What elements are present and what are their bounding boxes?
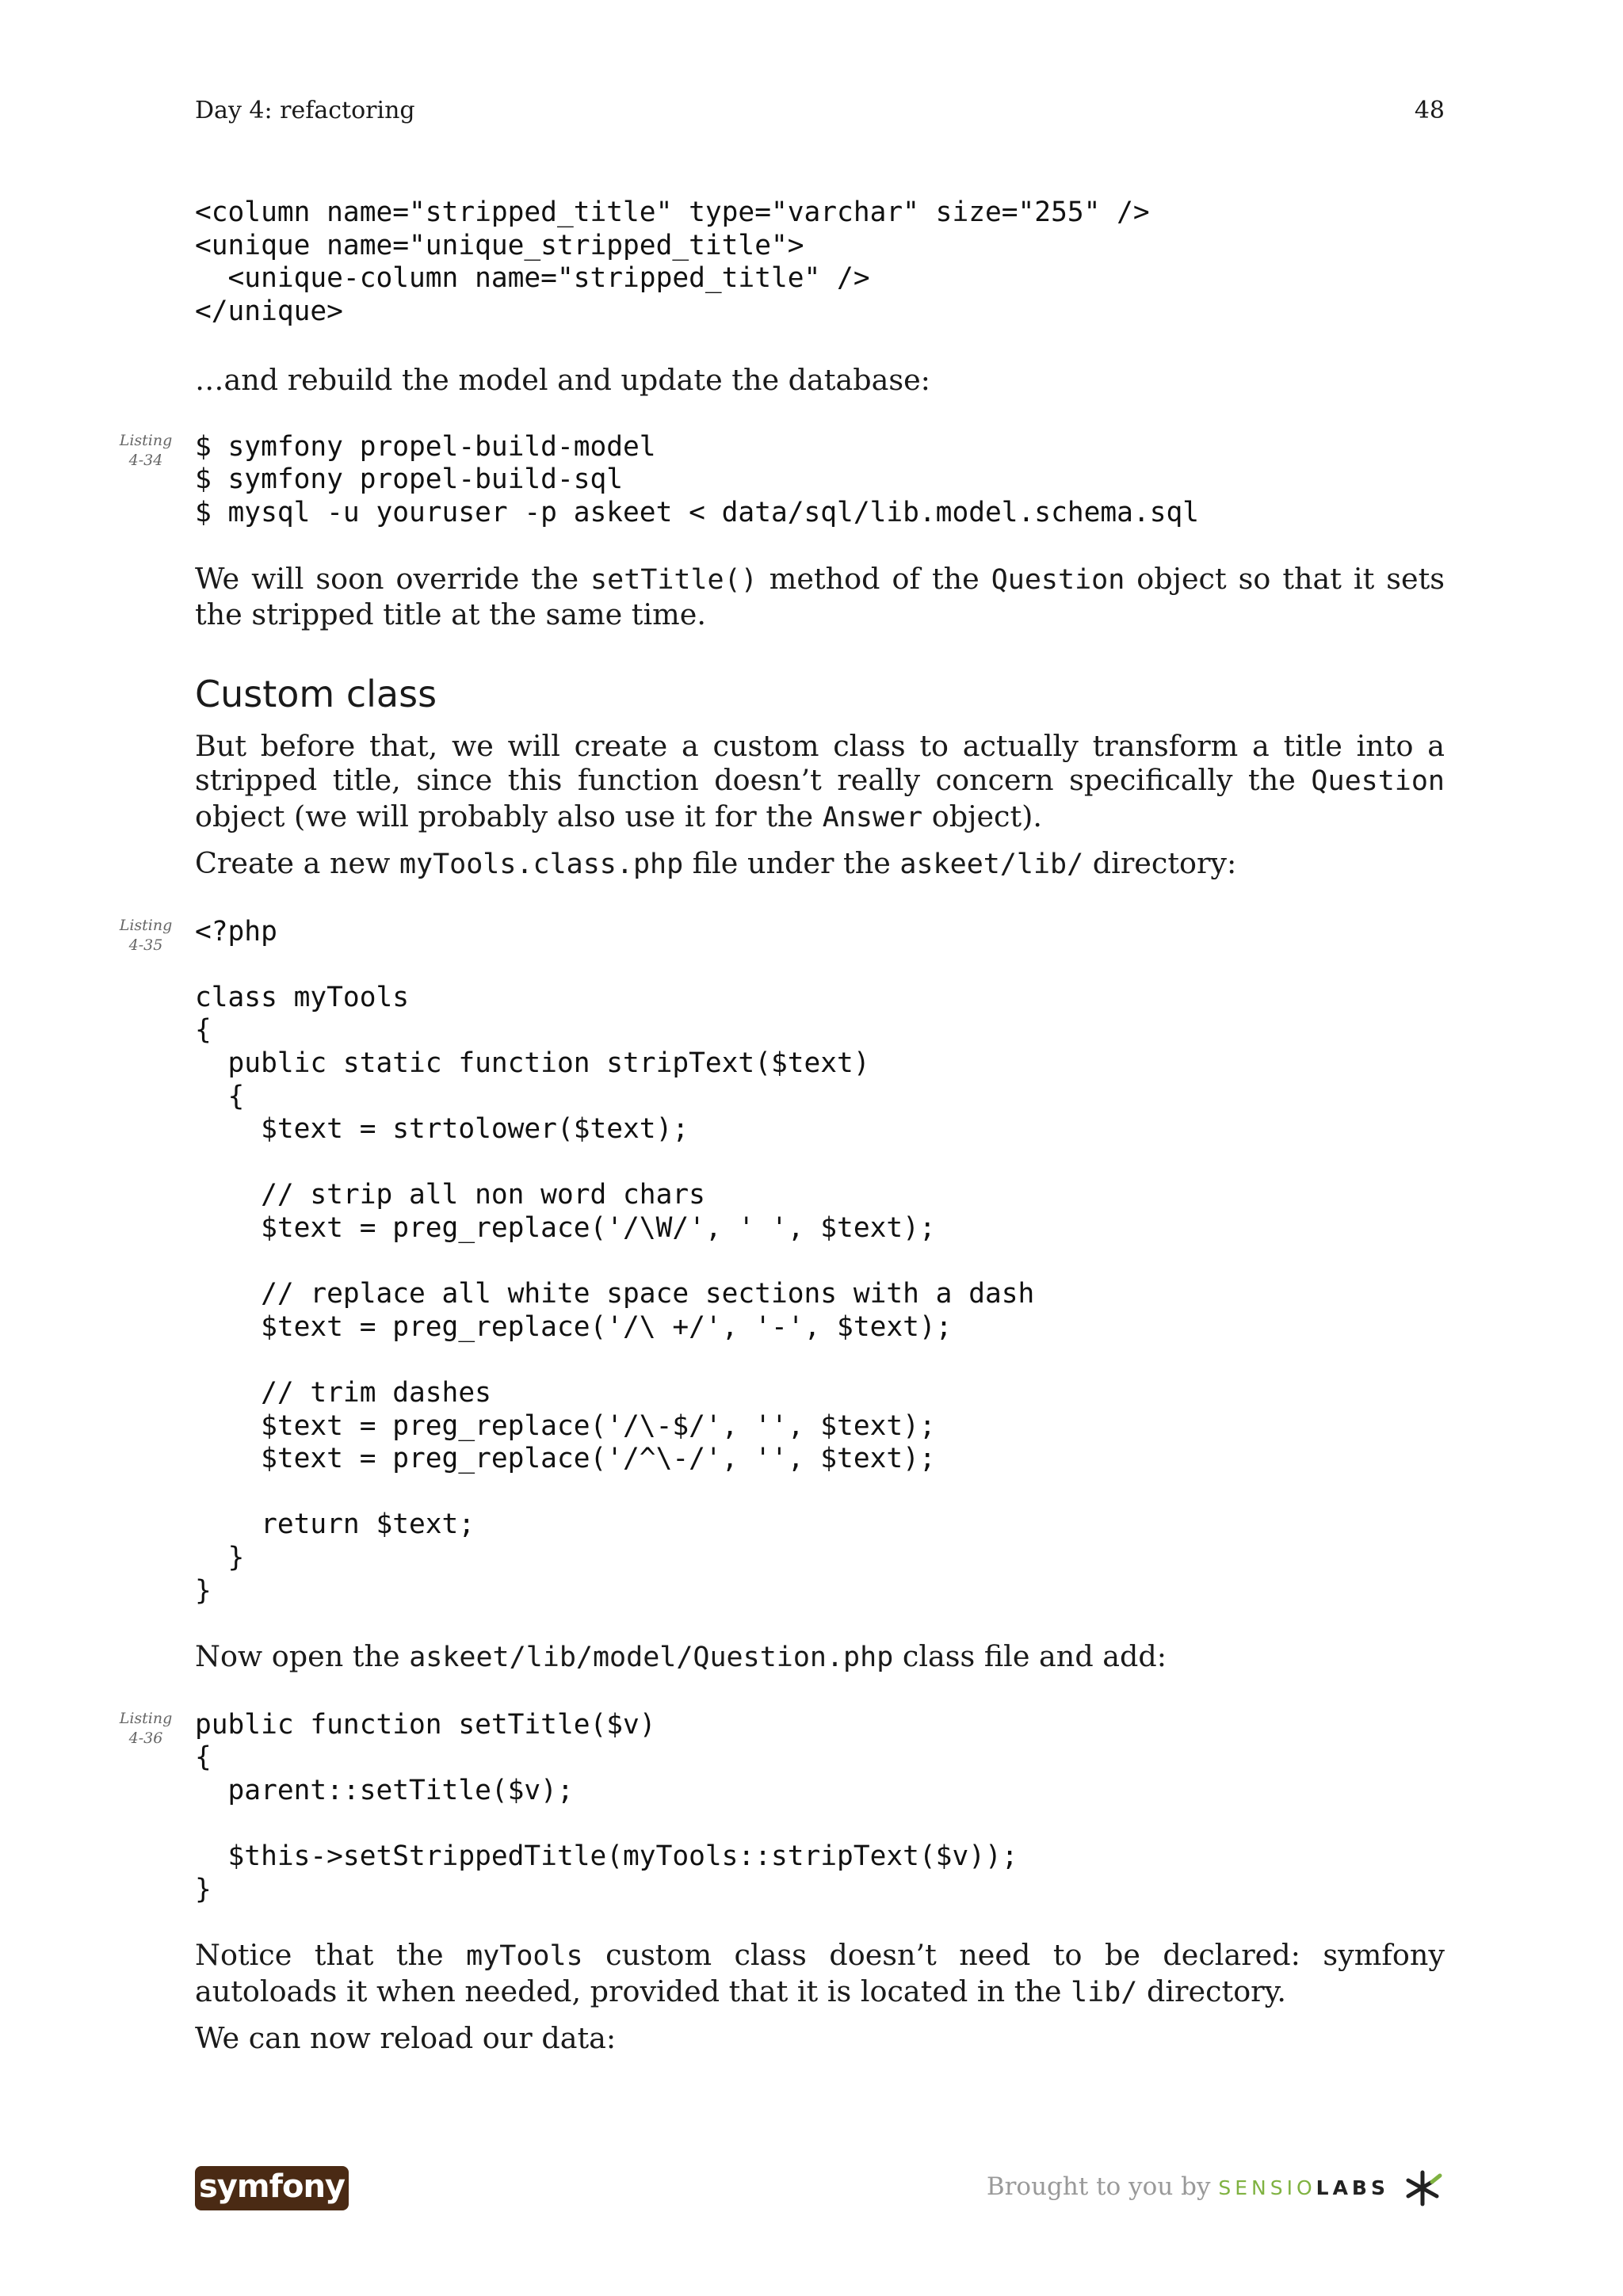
paragraph-rebuild: …and rebuild the model and update the database:: [195, 363, 930, 398]
symfony-logo: symfony: [195, 2166, 349, 2210]
inline-code: askeet/lib/: [899, 849, 1084, 881]
text: object so that it sets the stripped title at the same time.: [195, 561, 1445, 632]
page-content: [119, 196, 1445, 2056]
inline-code: askeet/lib/model/Question.php: [409, 1642, 894, 1674]
page-footer: [195, 2166, 1445, 2217]
code-block-listing-4-35: [119, 915, 1445, 1608]
code-block-schema: [195, 196, 1445, 328]
paragraph-create-file: [195, 846, 1445, 883]
text: But before that, we will create a custom class to actually transform a title into a stripped title, since this function doesn’t really concern specifically the: [195, 728, 1445, 798]
section-title: Custom class: [195, 672, 437, 715]
brought-to-you: [987, 2172, 1389, 2201]
text: Now open the: [195, 1639, 410, 1674]
inline-code: myTools: [466, 1940, 583, 1973]
inline-code: lib/: [1071, 1976, 1138, 2008]
brought-text: Brought to you by: [986, 2172, 1219, 2201]
chapter-title: Day 4: refactoring: [195, 97, 415, 124]
inline-code: setTitle(): [590, 563, 758, 596]
page-header: [195, 97, 1445, 132]
text: We will soon override the: [195, 561, 591, 596]
inline-code: Answer: [822, 801, 923, 833]
text: object (we will probably also use it for the: [195, 799, 823, 833]
paragraph-reload: We can now reload our data:: [195, 2021, 617, 2056]
listing-label-4-35: Listing 4-35: [119, 916, 173, 954]
code-listing-4-35: <?php class myTools { public static function stripText($text) { $text = strtolower($text); // strip all non word chars $text = preg_replace('/\W/', ' ', $text); // replace all white space sections with a dash $text = preg_replace('/\ +/', '-', $text); // trim dashes $text = preg_replace('/\-$/', '', $text); $text = preg_replace('/^\-/', '', $text); return $text; } }: [195, 915, 1035, 1607]
text: Notice that the: [195, 1938, 467, 1973]
code-block-listing-4-34: [119, 430, 1445, 530]
inline-code: Question: [1311, 765, 1445, 798]
code-listing-4-36: public function setTitle($v) { parent::setTitle($v); $this->setStrippedTitle(myTools::stripText($v)); }: [195, 1708, 1018, 1905]
listing-label-4-34: Listing 4-34: [119, 431, 173, 469]
paragraph-custom-class: [195, 729, 1445, 836]
text: method of the: [757, 561, 991, 596]
paragraph-override: [195, 562, 1445, 632]
code-schema: <column name="stripped_title" type="varchar" size="255" /> <unique name="unique_stripped_title"> <unique-column name="stripped_title" /> </unique>: [195, 196, 1150, 327]
text: directory.: [1137, 1974, 1286, 2008]
page-number: 48: [1414, 97, 1445, 124]
inline-code: Question: [991, 563, 1125, 596]
text: object).: [922, 799, 1042, 833]
text: file under the: [683, 846, 900, 881]
text: custom class doesn’t need to be declared: symfony autoloads it when needed, provided that it is located in the: [195, 1938, 1445, 2008]
paragraph-autoload: [195, 1938, 1445, 2010]
text: directory:: [1083, 846, 1237, 881]
text: class file and add:: [893, 1639, 1167, 1674]
labs-text: LABS: [1316, 2176, 1389, 2199]
sensio-text: SENSIO: [1218, 2176, 1316, 2199]
text: Create a new: [195, 846, 399, 881]
listing-label-4-36: Listing 4-36: [119, 1709, 173, 1747]
code-listing-4-34: $ symfony propel-build-model $ symfony propel-build-sql $ mysql -u youruser -p askeet < data/sql/lib.model.schema.sql: [195, 430, 1200, 529]
paragraph-open-question: [195, 1639, 1445, 1676]
inline-code: myTools.class.php: [399, 849, 684, 881]
code-block-listing-4-36: [119, 1708, 1445, 1907]
sensiolabs-icon: [1400, 2166, 1445, 2210]
